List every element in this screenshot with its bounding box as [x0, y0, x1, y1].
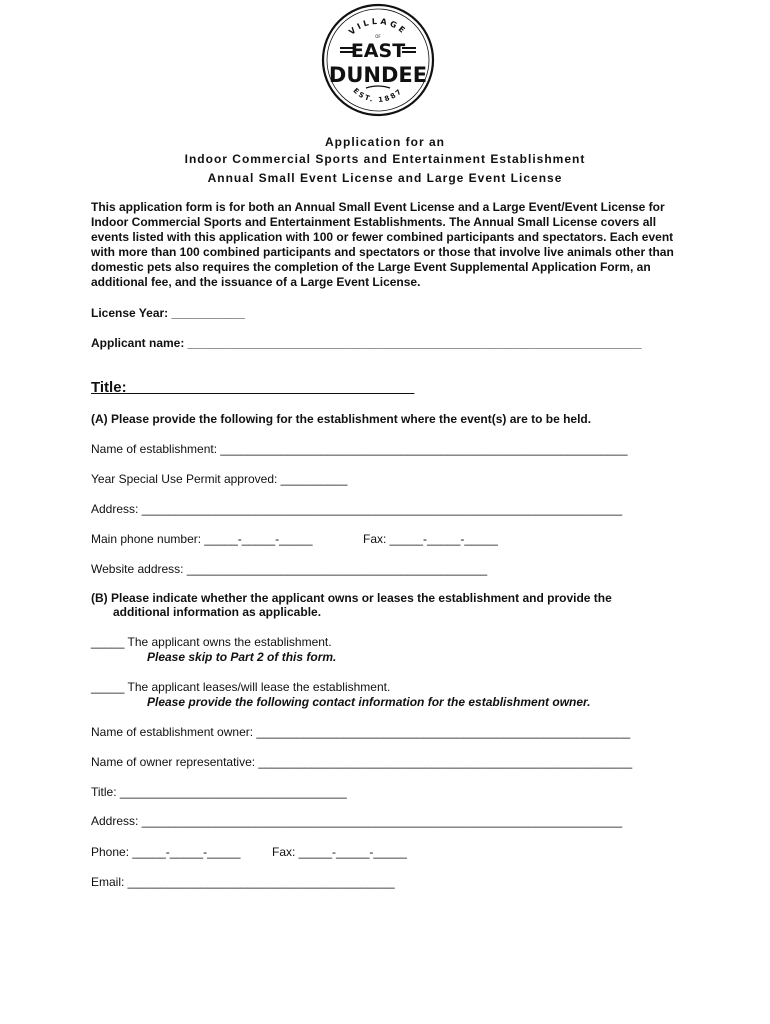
logo-top-text: VILLAGE — [347, 16, 409, 37]
leases-note: Please provide the following contact information for the establishment owner. — [147, 695, 591, 709]
year-permit-field[interactable]: Year Special Use Permit approved: __________ — [91, 472, 348, 486]
leases-option[interactable]: _____ The applicant leases/will lease the establishment. — [91, 680, 391, 694]
owner-name-field[interactable]: Name of establishment owner: ________________________________________________________ — [91, 725, 631, 739]
website-field[interactable]: Website address: _____________________________________________ — [91, 562, 488, 576]
fax-field[interactable]: Fax: _____-_____-_____ — [363, 532, 498, 546]
email-field[interactable]: Email: ________________________________________ — [91, 875, 395, 889]
title-line-3: Annual Small Event License and Large Event License — [207, 171, 563, 185]
owner-rep-field[interactable]: Name of owner representative: ________________________________________________________ — [91, 755, 633, 769]
phone-field[interactable]: Phone: _____-_____-_____ — [91, 845, 241, 859]
applicant-name-field[interactable]: Applicant name: ____________________________________________________________________ — [91, 336, 642, 350]
main-phone-field[interactable]: Main phone number: _____-_____-_____ — [91, 532, 313, 546]
address-field[interactable]: Address: ________________________________________________________________________ — [91, 502, 623, 516]
logo-line2: DUNDEE — [328, 63, 428, 87]
part1-b-prompt-line1: (B) Please indicate whether the applicant owns or leases the establishment and provide the — [91, 591, 612, 605]
logo-line1: EAST — [350, 40, 406, 62]
owner-address-field[interactable]: Address: ________________________________________________________________________ — [91, 814, 623, 828]
title-line-2: Indoor Commercial Sports and Entertainment Establishment — [184, 152, 586, 166]
license-year-field[interactable]: License Year: ___________ — [91, 306, 245, 320]
title-line-1: Application for an — [325, 135, 445, 149]
intro-paragraph: This application form is for both an Annual Small Event License and a Large Event/Event License for Indoor Commercial Sports and Entertainment Establishments. The Annual Small License covers all events listed with this application with 100 or fewer combined participants and spectators. Each event with more than 100 combined participants and spectators or those that involve live animals other than domestic pets also requires the completion of the Large Event Supplemental Application Form, an additional fee, and the issuance of a Large Event License. — [91, 200, 674, 289]
part1-a-prompt: (A) Please provide the following for the establishment where the event(s) are to be held. — [91, 412, 592, 426]
part1-title: Title: __________________________________ — [91, 379, 415, 396]
title-field[interactable]: Title: __________________________________ — [91, 785, 347, 799]
village-east-dundee-logo — [320, 2, 436, 118]
part1-b-prompt-line2: additional information as applicable. — [113, 605, 322, 619]
owner-fax-field[interactable]: Fax: _____-_____-_____ — [272, 845, 407, 859]
establishment-name-field[interactable]: Name of establishment: _____________________________________________________________ — [91, 442, 628, 456]
logo-bottom-text: EST. 1887 — [351, 86, 405, 105]
owns-option[interactable]: _____ The applicant owns the establishment. — [91, 635, 332, 649]
owns-note: Please skip to Part 2 of this form. — [147, 650, 337, 664]
logo-small-text: OF — [375, 34, 381, 39]
